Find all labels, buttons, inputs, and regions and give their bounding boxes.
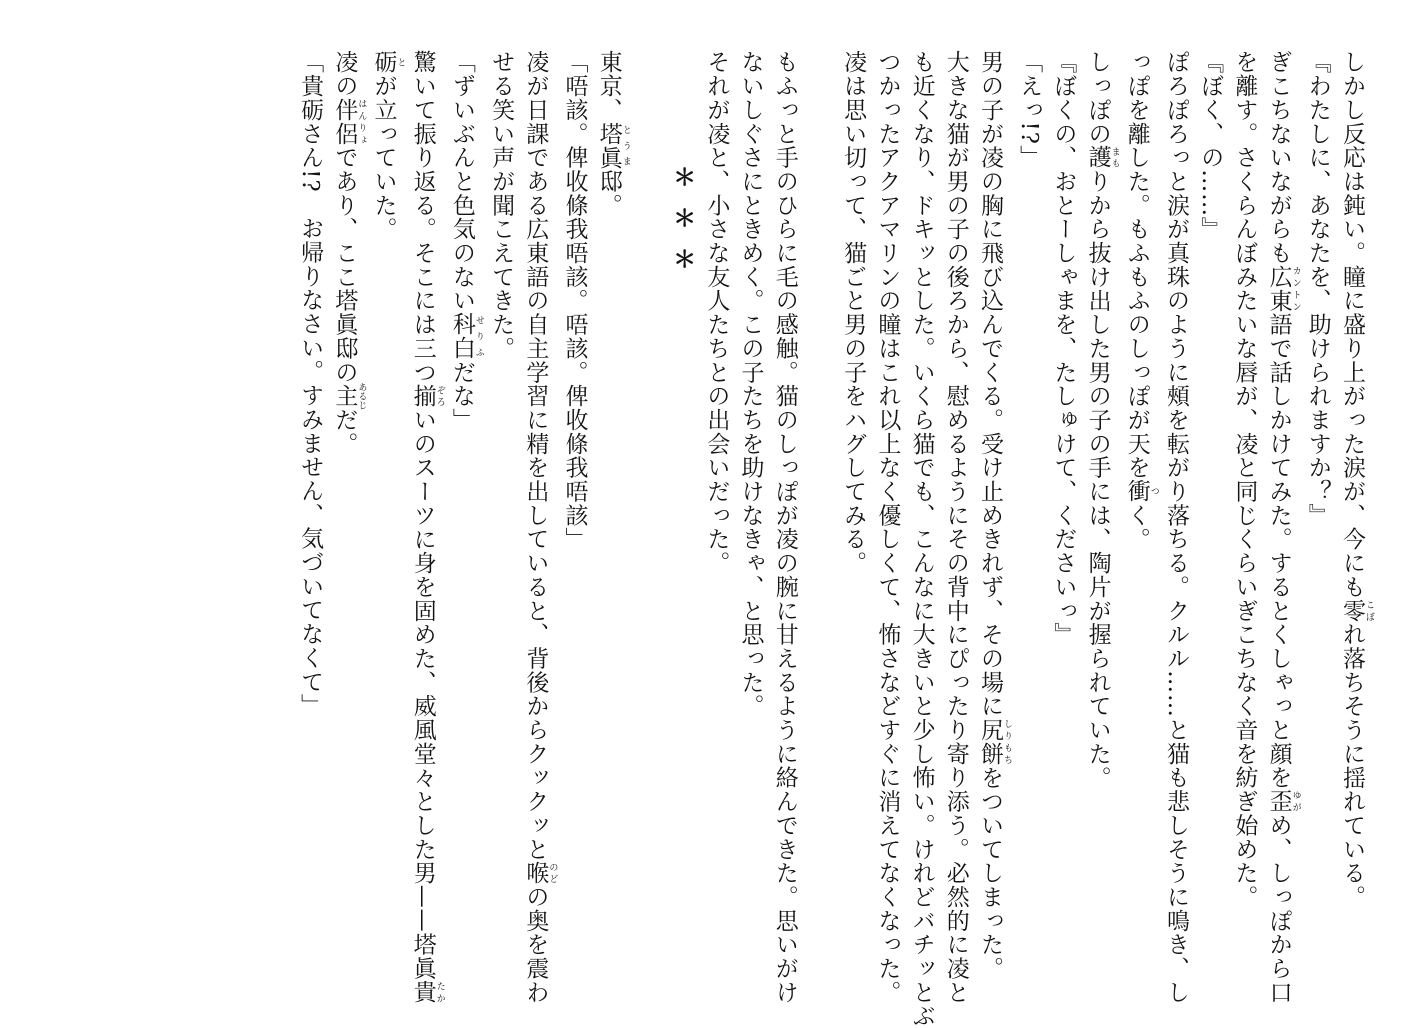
text-line: しかし反応は鈍い。瞳に盛り上がった涙が、今にも零 こぼれ落ちそうに揺れている。	[1339, 50, 1374, 909]
text-line: 『ぼくの、おとーしゃまを、たしゅけて、くださいっ』	[1050, 50, 1077, 647]
text-line: 凌は思い切って、猫ごと男の子をハグしてみる。	[840, 50, 867, 575]
text-line: 凌の伴侶 はんりょであり、ここ塔眞邸の主 あるじだ。	[331, 50, 367, 456]
text-line: つかったアクアマリンの瞳はこれ以上なく優しくて、怖さなどすぐに消えてなくなった。	[874, 50, 901, 1004]
text-line: 砺 とが立っていた。	[370, 50, 406, 241]
text-line: 驚いて振り返る。そこには三つ揃 ぞろいのスーツに身を固めた、威風堂々とした男——塔眞貴 たか	[409, 50, 445, 1005]
text-line: ないしぐさにときめく。この子たちを助けなきゃ、と思った。	[737, 50, 764, 718]
text-line: 「貴砺さん!? お帰りなさい。すみません、気づいてなくて」	[297, 50, 324, 718]
text-line: もふっと手のひらに毛の感触。猫のしっぽが凌の腕に甘えるように絡んできた。思いがけ	[771, 50, 798, 1004]
vertical-text-block	[293, 50, 1374, 1028]
text-line: 「ずいぶんと色気のない科白 せりふだな」	[448, 50, 484, 432]
text-line: 「唔該。俾收條我唔該。唔該。俾收條我唔該」	[561, 50, 588, 551]
text-line: しっぽの護 まもりから抜け出した男の子の手には、陶片が握られていた。	[1084, 50, 1120, 790]
text-line: 男の子が凌の胸に飛び込んでくる。受け止めきれず、その場に尻餅 しりもちをついてしまった。	[976, 50, 1012, 981]
text-line: 東京、塔眞 とうま邸。	[595, 50, 631, 217]
text-line: ぎこちないながらも広東 カントン語で話しかけてみた。するとくしゃっと顔を歪 ゆがめ、しっぽから口	[1265, 50, 1301, 1005]
text-line: 大きな猫が男の子の後ろから、慰めるようにその背中にぴったり寄り添う。必然的に凌と	[942, 50, 969, 1004]
blank-line	[802, 50, 836, 955]
text-line: ぽろぽろっと涙が真珠のように頰を転がり落ちる。クルル……と猫も悲しそうに鳴き、し	[1162, 50, 1189, 1004]
text-line: それが凌と、小さな友人たちとの出会いだった。	[703, 50, 730, 575]
text-line: 『ぼく、の……』	[1197, 50, 1224, 241]
section-separator: ＊＊＊	[669, 165, 697, 288]
blank-line	[631, 50, 665, 955]
text-line: を離す。さくらんぼみたいな唇が、凌と同じくらいぎこちなく音を紡ぎ始めた。	[1231, 50, 1258, 909]
text-line: っぽを離した。もふもふのしっぽが天を衝 つく。	[1123, 50, 1159, 551]
text-line: せる笑い声が聞こえてきた。	[488, 50, 515, 361]
text-line: も近くなり、ドキッとした。いくら猫でも、こんなに大きいと少し怖い。けれどバチッとぶ	[908, 50, 935, 1028]
text-line: 「えっ!?」	[1016, 50, 1043, 169]
text-line: 『わたしに、あなたを、助けられますか？』	[1304, 50, 1331, 527]
text-line: 凌が日課である広東語の自主学習に精を出していると、背後からクックッと喉 のどの奥を震わ	[522, 50, 558, 1005]
